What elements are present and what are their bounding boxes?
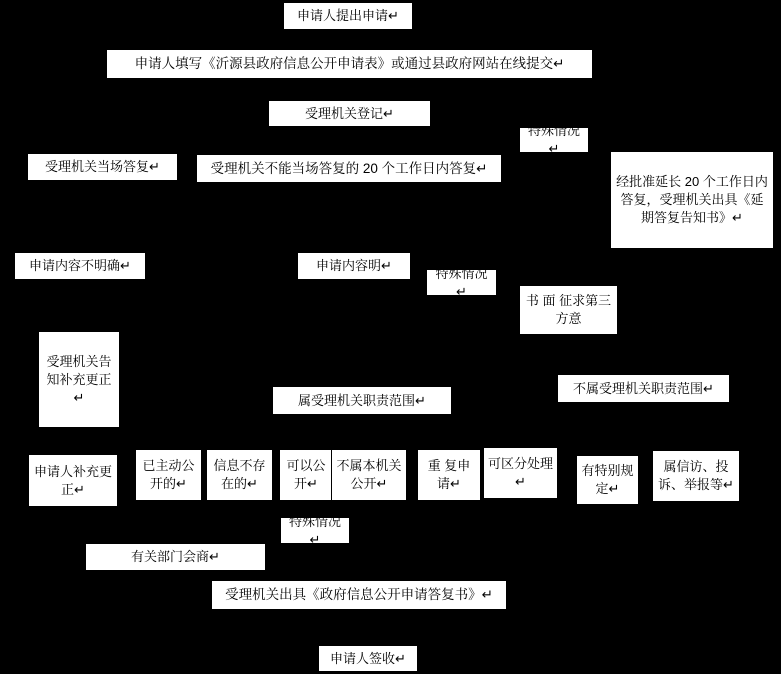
flow-node-n19: 不属本机关公开↵: [331, 449, 407, 501]
flow-node-n4: 特殊情况↵: [519, 127, 589, 153]
flow-node-n18: 可以公开↵: [279, 449, 333, 501]
flow-node-n6: 受理机关不能当场答复的 20 个工作日内答复↵: [196, 154, 502, 183]
flow-node-n12: 受理机关告知补充更正↵: [38, 331, 120, 428]
flow-node-n13: 属受理机关职责范围↵: [272, 386, 452, 415]
flow-node-n23: 属信访、投诉、举报等↵: [652, 450, 740, 502]
flow-node-n2: 申请人填写《沂源县政府信息公开申请表》或通过县政府网站在线提交↵: [106, 49, 593, 79]
flow-node-n21: 可区分处理↵: [483, 447, 558, 499]
flow-node-n5: 受理机关当场答复↵: [27, 153, 178, 181]
flow-node-n22: 有特别规定↵: [576, 455, 639, 505]
flow-node-n3: 受理机关登记↵: [268, 100, 431, 127]
flow-node-n20: 重 复申请↵: [417, 449, 481, 501]
flow-node-n27: 申请人签收↵: [318, 645, 418, 672]
flow-node-n24: 特殊情况↵: [280, 517, 350, 544]
flow-node-n15: 申请人补充更正↵: [28, 454, 118, 507]
flow-node-n17: 信息不存在的↵: [206, 449, 273, 501]
flow-node-n9: 申请内容明↵: [297, 252, 411, 280]
flow-node-n7: 经批准延长 20 个工作日内答复，受理机关出具《延期答复告知书》↵: [610, 151, 774, 249]
flow-node-n8: 申请内容不明确↵: [14, 252, 146, 280]
flow-node-n1: 申请人提出申请↵: [283, 2, 413, 30]
flow-node-n11: 书 面 征求第三方意: [519, 285, 618, 335]
flow-node-n14: 不属受理机关职责范围↵: [557, 374, 730, 403]
flow-node-n25: 有关部门会商↵: [85, 543, 266, 571]
flow-node-n10: 特殊情况↵: [426, 269, 497, 296]
flow-node-n26: 受理机关出具《政府信息公开申请答复书》↵: [211, 580, 507, 610]
flow-node-n16: 已主动公开的↵: [135, 449, 202, 501]
